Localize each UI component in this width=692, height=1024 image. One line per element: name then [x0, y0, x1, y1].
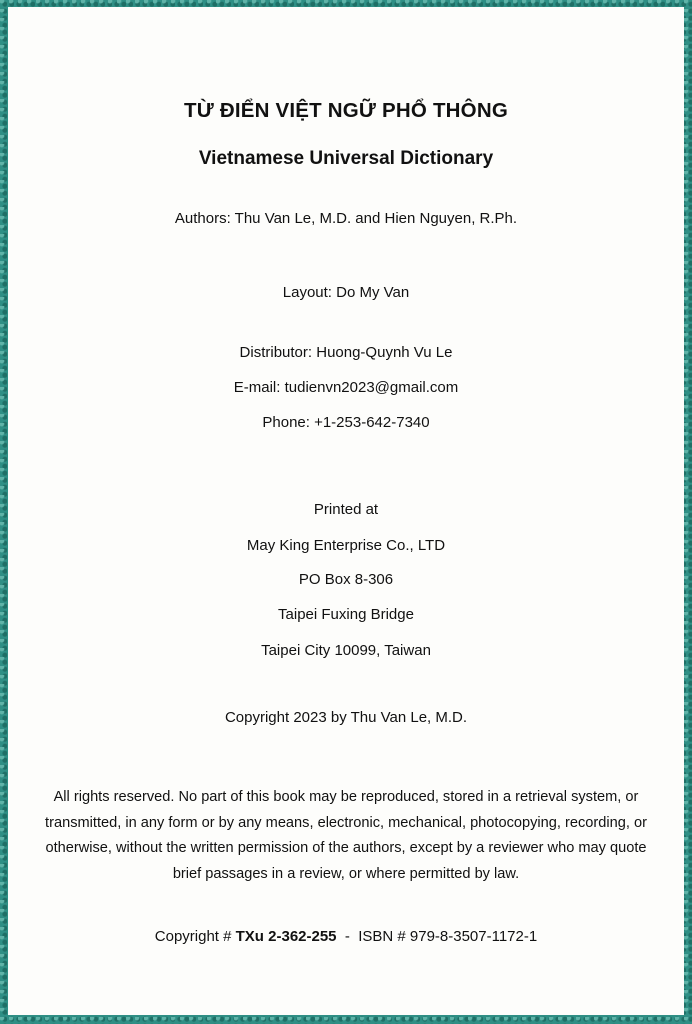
- printed-at-label: Printed at: [313, 501, 379, 518]
- copyright-page: [8, 7, 684, 1015]
- printer-company: May King Enterprise Co., LTD: [246, 537, 446, 554]
- title-vietnamese: TỪ ĐIỂN VIỆT NGỮ PHỔ THÔNG: [184, 99, 508, 122]
- authors-line: Authors: Thu Van Le, M.D. and Hien Nguyen, R.Ph.: [174, 210, 518, 227]
- printer-street: Taipei Fuxing Bridge: [278, 606, 414, 623]
- copyright-notice: Copyright 2023 by Thu Van Le, M.D.: [224, 709, 468, 726]
- isbn-label: - ISBN #: [336, 928, 410, 945]
- printer-city: Taipei City 10099, Taiwan: [261, 642, 431, 659]
- rights-reserved-paragraph: All rights reserved. No part of this book may be reproduced, stored in a retrieval system, or transmitted, in any form or by any means, electronic, mechanical, photocopying, recording, or otherwise, without the written permission of the authors, except by a reviewer who may quote brief passages in a review, or where permitted by law.: [45, 789, 647, 882]
- phone-line: Phone: +1-253-642-7340: [262, 414, 430, 431]
- layout-line: Layout: Do My Van: [282, 284, 410, 301]
- printer-po-box: PO Box 8-306: [298, 571, 394, 588]
- copyright-registration-number: TXu 2-362-255: [235, 928, 337, 945]
- registration-line: [8, 928, 684, 945]
- isbn-number: 979-8-3507-1172-1: [409, 928, 538, 945]
- title-english: Vietnamese Universal Dictionary: [198, 148, 494, 169]
- copyright-label: Copyright #: [154, 928, 236, 945]
- email-line: E-mail: tudienvn2023@gmail.com: [233, 379, 459, 396]
- distributor-line: Distributor: Huong-Quynh Vu Le: [239, 344, 453, 361]
